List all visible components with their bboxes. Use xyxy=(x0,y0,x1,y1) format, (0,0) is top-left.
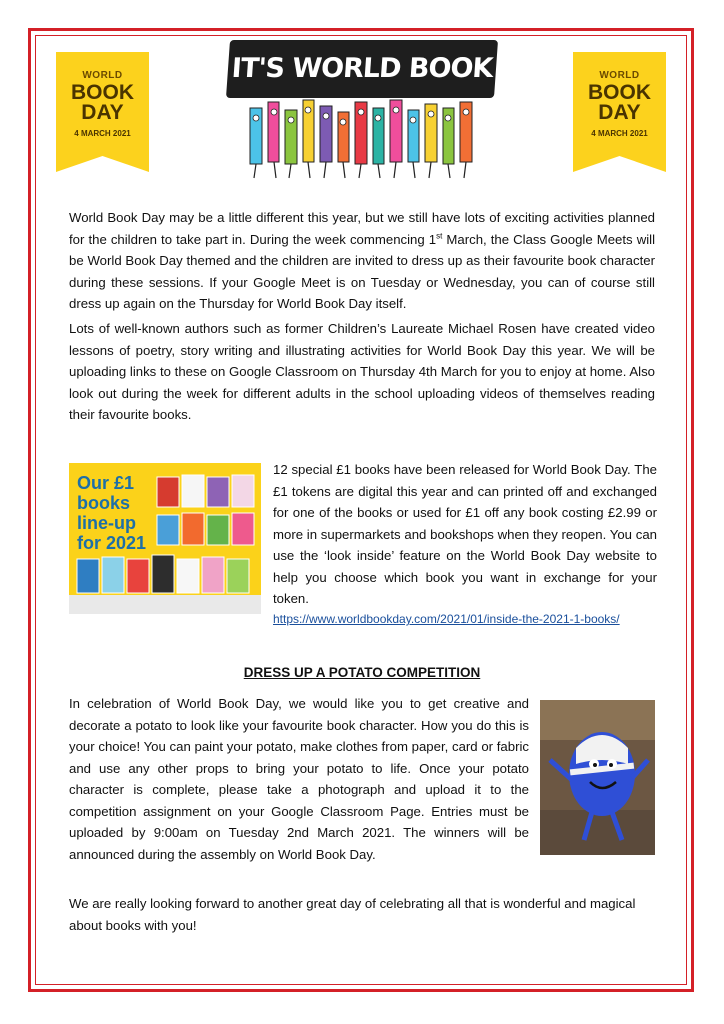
books-image-title: Our £1 books line-up for 2021 xyxy=(77,473,147,553)
books-link[interactable]: https://www.worldbookday.com/2021/01/inside-the-2021-1-books/ xyxy=(273,612,620,626)
competition-heading: DRESS UP A POTATO COMPETITION xyxy=(243,665,481,680)
logo-word-world: WORLD xyxy=(82,70,123,81)
books-paragraph: 12 special £1 books have been released for World Book Day. The £1 tokens are digital this year and can printed off and exchanged for one of the books or used for £1 off any book costing £2.99 or more in supermarkets and bookshops when they reopen. You can use the ‘look inside’ feature on the World Book Day website to help you choose which book you want in exchange for your token. xyxy=(273,462,657,606)
world-book-day-banner xyxy=(228,40,496,185)
book-covers-illustration xyxy=(69,463,261,614)
world-book-day-logo-left xyxy=(56,52,149,172)
logo-word-book: BOOK xyxy=(71,81,134,104)
logo-date: 4 MARCH 2021 xyxy=(74,129,131,138)
intro-paragraph-2: Lots of well-known authors such as former Children’s Laureate Michael Rosen have created video lessons of poetry, story writing and illustrating activities for World Book Day this year. We will be uploading links to these on Google Classroom on Thursday 4th March for you to enjoy at home. Also look out during the week for different adults in the school uploading videos of themselves reading their favourite books. xyxy=(69,321,655,422)
intro-paragraph-1: World Book Day may be a little different this year, but we still have lots of exciting activities planned for the children to take part in. During the week commencing 1st March, the Class Google Meets will be World Book Day themed and the children are invited to dress up as their favourite book character during these sessions. If your Google Meet is on Tuesday or Wednesday, you can of course still dress up again on the Thursday for World Book Day itself. xyxy=(69,210,656,311)
logo-date: 4 MARCH 2021 xyxy=(591,129,648,138)
logo-word-day: DAY xyxy=(81,101,124,124)
logo-word-day: DAY xyxy=(598,101,641,124)
book-characters-illustration xyxy=(228,96,496,186)
world-book-day-logo-right xyxy=(573,52,666,172)
logo-word-book: BOOK xyxy=(588,81,651,104)
closing-paragraph: We are really looking forward to another great day of celebrating all that is wonderful and magical about books with you! xyxy=(69,896,636,933)
banner-title: IT'S WORLD BOOK xyxy=(226,40,498,98)
books-lineup-image xyxy=(69,463,261,614)
potato-character-photo xyxy=(540,700,655,855)
logo-word-world: WORLD xyxy=(599,70,640,81)
competition-paragraph: In celebration of World Book Day, we would like you to get creative and decorate a potato to look like your favourite book character. How you do this is your choice! You can paint your potato, make clothes from paper, card or fabric and use any other props to bring your potato to life. Once your potato character is complete, please take a photograph and upload it to the competition assignment on your Google Classroom Page. Entries must be uploaded by 9:00am on Tuesday 2nd March 2021. The winners will be announced during the assembly on World Book Day. xyxy=(69,696,529,862)
